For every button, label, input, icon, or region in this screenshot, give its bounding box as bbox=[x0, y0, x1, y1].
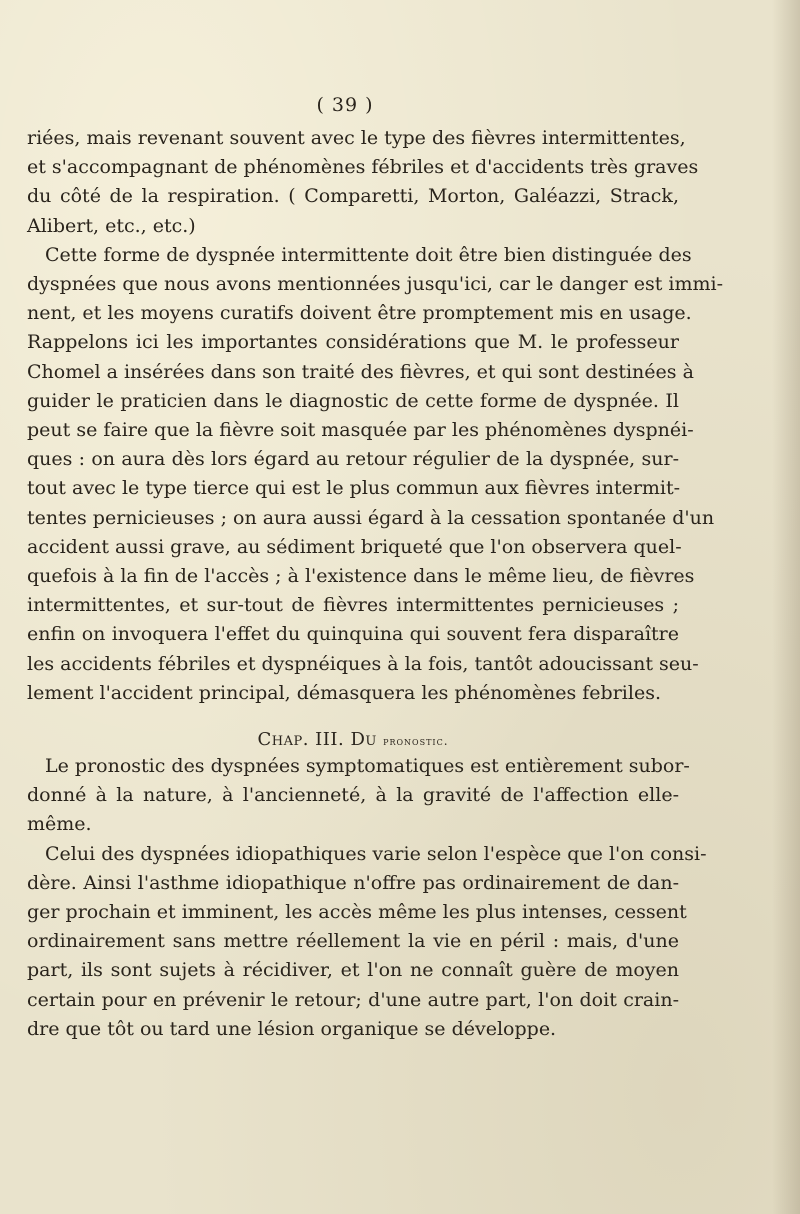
chapter-title-rest: pronostic. bbox=[383, 734, 449, 748]
text-line: même. bbox=[27, 813, 92, 836]
text-line: ger prochain et imminent, les accès même les plus intenses, cessent bbox=[27, 901, 687, 924]
section-intermittent-dyspnea bbox=[27, 124, 723, 708]
text-line: et s'accompagnant de phénomènes fébriles et d'accidents très graves bbox=[27, 156, 699, 179]
text-line: les accidents fébriles et dyspnéiques à la fois, tantôt adoucissant seu- bbox=[27, 652, 699, 675]
page-number: ( 39 ) bbox=[316, 94, 374, 116]
text-line: donné à la nature, à l'ancienneté, à la gravité de l'affection elle- bbox=[27, 784, 679, 807]
text-line: Alibert, etc., etc.) bbox=[27, 214, 196, 237]
text-line: nent, et les moyens curatifs doivent être promptement mis en usage. bbox=[27, 302, 692, 325]
text-line: accident aussi grave, au sédiment briqueté que l'on observera quel- bbox=[27, 535, 682, 558]
text-line: enfin on invoquera l'effet du quinquina qui souvent fera disparaître bbox=[27, 623, 679, 646]
chapter-title-prefix: Du bbox=[350, 729, 377, 750]
text-line: Chomel a insérées dans son traité des fièvres, et qui sont destinées à bbox=[27, 360, 694, 383]
text-line: tentes pernicieuses ; on aura aussi égard à la cessation spontanée d'un bbox=[27, 506, 715, 529]
text-line: quefois à la fin de l'accès ; à l'existence dans le même lieu, de fièvres bbox=[27, 565, 695, 588]
text-line: lement l'accident principal, démasquera les phénomènes febriles. bbox=[27, 681, 661, 704]
text-line: dre que tôt ou tard une lésion organique se développe. bbox=[27, 1017, 557, 1040]
section-prognosis bbox=[27, 752, 707, 1044]
text-line: certain pour en prévenir le retour; d'une autre part, l'on doit crain- bbox=[27, 988, 679, 1011]
text-line: part, ils sont sujets à récidiver, et l'on ne connaît guère de moyen bbox=[27, 959, 679, 982]
page-edge-shadow bbox=[772, 0, 800, 1214]
text-line: Le pronostic des dyspnées symptomatiques est entièrement subor- bbox=[45, 755, 690, 777]
text-line: intermittentes, et sur-tout de fièvres intermittentes pernicieuses ; bbox=[27, 594, 679, 617]
text-line: Cette forme de dyspnée intermittente doit être bien distinguée des bbox=[45, 243, 692, 266]
text-line: ques : on aura dès lors égard au retour régulier de la dyspnée, sur- bbox=[27, 448, 679, 471]
text-line: du côté de la respiration. ( Comparetti, Morton, Galéazzi, Strack, bbox=[27, 185, 679, 208]
chapter-label: Chap. III. bbox=[257, 729, 345, 750]
text-line: Rappelons ici les importantes considérations que M. le professeur bbox=[27, 331, 679, 354]
text-line: dère. Ainsi l'asthme idiopathique n'offre pas ordinairement de dan- bbox=[27, 871, 679, 894]
text-line: Celui des dyspnées idiopathiques varie selon l'espèce que l'on consi- bbox=[45, 842, 707, 865]
text-line: guider le praticien dans le diagnostic de cette forme de dyspnée. Il bbox=[27, 389, 679, 412]
text-line: dyspnées que nous avons mentionnées jusqu'ici, car le danger est immi- bbox=[27, 273, 723, 296]
text-line: tout avec le type tierce qui est le plus commun aux fièvres intermit- bbox=[27, 477, 681, 500]
text-line: ordinairement sans mettre réellement la vie en péril : mais, d'une bbox=[27, 930, 679, 953]
text-line: riées, mais revenant souvent avec le type des fièvres intermittentes, bbox=[27, 127, 686, 149]
text-line: peut se faire que la fièvre soit masquée par les phénomènes dyspnéi- bbox=[27, 419, 694, 442]
